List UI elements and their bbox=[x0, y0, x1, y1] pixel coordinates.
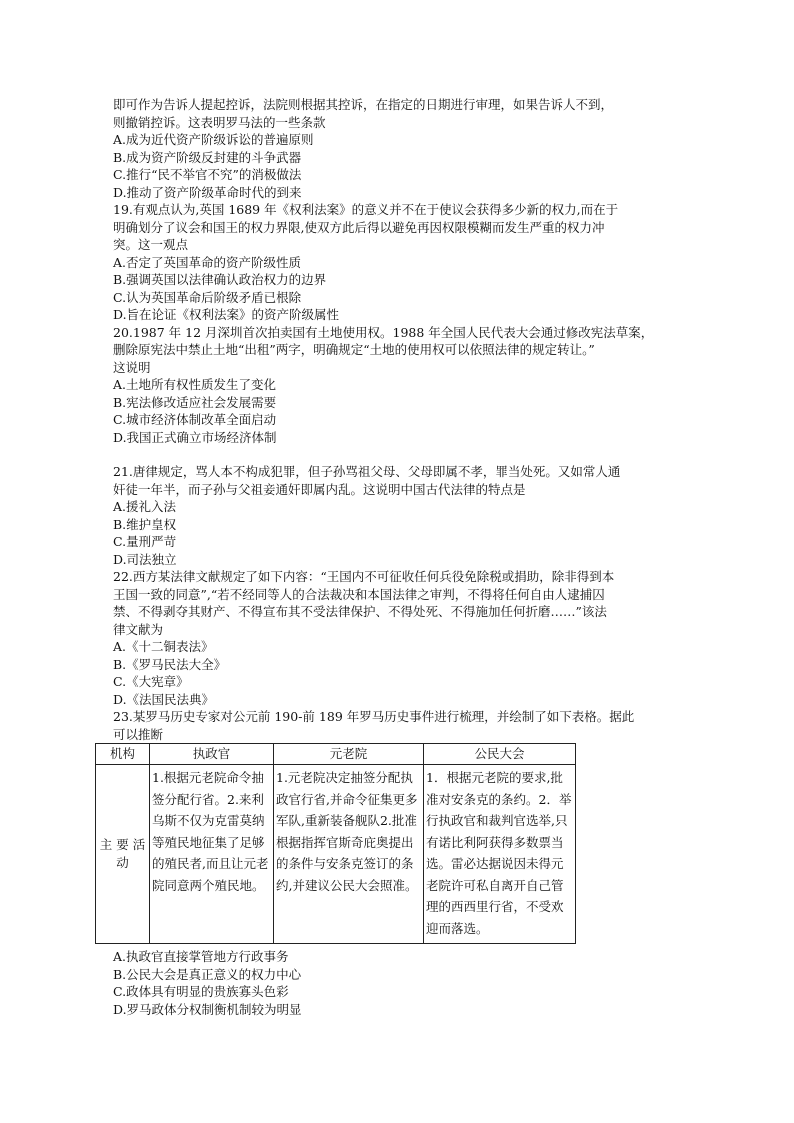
question-stem-line: 这说明 bbox=[113, 359, 151, 375]
option-c: C.认为英国革命后阶级矛盾已根除 bbox=[113, 289, 302, 305]
option-d: D.罗马政体分权制衡机制较为明显 bbox=[113, 1001, 302, 1017]
roman-institutions-table bbox=[95, 743, 576, 944]
option-d: D.司法独立 bbox=[113, 551, 177, 567]
option-d: D.推动了资产阶级革命时代的到来 bbox=[113, 184, 302, 200]
option-b: B.宪法修改适应社会发展需要 bbox=[113, 394, 277, 410]
option-a: A.援礼入法 bbox=[113, 499, 177, 514]
question-stem-line: 则撤销控诉。这表明罗马法的一些条款 bbox=[113, 114, 326, 130]
option-b: B.成为资产阶级反封建的斗争武器 bbox=[113, 149, 302, 165]
question-stem-line: 王国一致的同意”,“若不经同等人的合法裁决和本国法律之审判，不得将任何自由人逮捕囚 bbox=[113, 586, 605, 602]
blank-spacer bbox=[113, 446, 683, 463]
option-a: A.执政官直接掌管地方行政事务 bbox=[113, 949, 289, 964]
question-stem-line: 23.某罗马历史专家对公元前 190-前 189 年罗马历史事件进行梳理，并绘制了如下表格。据此 bbox=[113, 709, 635, 724]
option-b: B.公民大会是真正意义的权力中心 bbox=[113, 966, 302, 982]
option-a: A.土地所有权性质发生了变化 bbox=[113, 377, 277, 392]
table-header-cell: 元老院 bbox=[274, 744, 424, 765]
question-stem-line: 明确划分了议会和国王的权力界限,使双方此后得以避免再因权限模糊而发生严重的权力冲 bbox=[113, 219, 605, 235]
table-header-cell: 公民大会 bbox=[424, 744, 576, 765]
option-c: C.推行“民不举官不究”的消极做法 bbox=[113, 167, 302, 182]
option-c: C.城市经济体制改革全面启动 bbox=[113, 412, 277, 427]
option-b: B.强调英国以法律确认政治权力的边界 bbox=[113, 272, 327, 287]
option-c: C.政体具有明显的贵族寡头色彩 bbox=[113, 984, 289, 999]
option-c: C.量刑严苛 bbox=[113, 534, 177, 549]
question-21 bbox=[113, 463, 683, 568]
option-a: A.成为近代资产阶级诉讼的普遍原则 bbox=[113, 132, 314, 147]
table-row bbox=[96, 765, 576, 944]
table-cell-senate: 1.元老院决定抽签分配执政官行省,并命令征集更多军队,重新装备舰队2.批准根据指挥官斯奇庇奥提出的条件与安条克签订的条约,并建议公民大会照准。 bbox=[274, 765, 424, 944]
option-b: B.维护皇权 bbox=[113, 516, 177, 532]
option-a: A.否定了英国革命的资产阶级性质 bbox=[113, 254, 302, 270]
table-header-row bbox=[96, 744, 576, 765]
question-20 bbox=[113, 324, 683, 447]
question-stem-line: 奸徒一年半，而子孙与父祖妾通奸即属内乱。这说明中国古代法律的特点是 bbox=[113, 481, 526, 497]
option-b: B.《罗马民法大全》 bbox=[113, 656, 227, 672]
option-c: C.《大宪章》 bbox=[113, 674, 189, 689]
question-stem-line: 22.西方某法律文献规定了如下内容：“王国内不可征收任何兵役免除税或捐助，除非得到本 bbox=[113, 569, 615, 584]
table-header-cell: 执政官 bbox=[150, 744, 274, 765]
question-stem-line: 20.1987 年 12 月深圳首次拍卖国有土地使用权。1988 年全国人民代表大会通过修改宪法草案， bbox=[113, 324, 654, 340]
question-19 bbox=[113, 201, 683, 324]
question-23 bbox=[99, 708, 683, 1018]
question-stem-line: 19.有观点认为,英国 1689 年《权利法案》的意义并不在于使议会获得多少新的权力,而在于 bbox=[113, 202, 619, 217]
question-stem-line: 可以推断 bbox=[113, 726, 164, 742]
table-cell-assembly: 1．根据元老院的要求,批准对安条克的条约。2．举行执政官和裁判官选举,只有诺比利阿获得多数票当选。雷必达据说因未得元老院许可私自离开自己管理的西西里行省，不受欢迎而落选。 bbox=[424, 765, 576, 944]
option-a: A.《十二铜表法》 bbox=[113, 639, 214, 654]
question-stem-line: 禁、不得剥夺其财产、不得宣布其不受法律保护、不得处死、不得施加任何折磨……”该法 bbox=[113, 604, 607, 619]
option-d: D.旨在论证《权利法案》的资产阶级属性 bbox=[113, 307, 340, 322]
table-header-cell: 机构 bbox=[96, 744, 150, 765]
question-stem-line: 删除原宪法中禁止土地“出租”两字，明确规定“土地的使用权可以依照法律的规定转让。” bbox=[113, 342, 595, 357]
option-d: D.《法国民法典》 bbox=[113, 691, 215, 707]
question-22 bbox=[113, 568, 683, 708]
question-stem-line: 21.唐律规定，骂人本不构成犯罪，但子孙骂祖父母、父母即属不孝，罪当处死。又如常人通 bbox=[113, 464, 621, 479]
question-stem-line: 律文献为 bbox=[113, 621, 164, 637]
question-stem-line: 突。这一观点 bbox=[113, 237, 189, 252]
question-stem-line: 即可作为告诉人提起控诉，法院则根据其控诉，在指定的日期进行审理，如果告诉人不到， bbox=[113, 97, 614, 112]
table-row-label: 主 要 活 动 bbox=[96, 765, 150, 944]
option-d: D.我国正式确立市场经济体制 bbox=[113, 429, 277, 445]
table-cell-consul: 1.根据元老院命令抽签分配行省。2.来利乌斯不仅为克雷莫纳等殖民地征集了足够的殖民者,而且让元老院同意两个殖民地。 bbox=[150, 765, 274, 944]
question-18 bbox=[113, 96, 683, 201]
exam-page bbox=[99, 96, 683, 1018]
